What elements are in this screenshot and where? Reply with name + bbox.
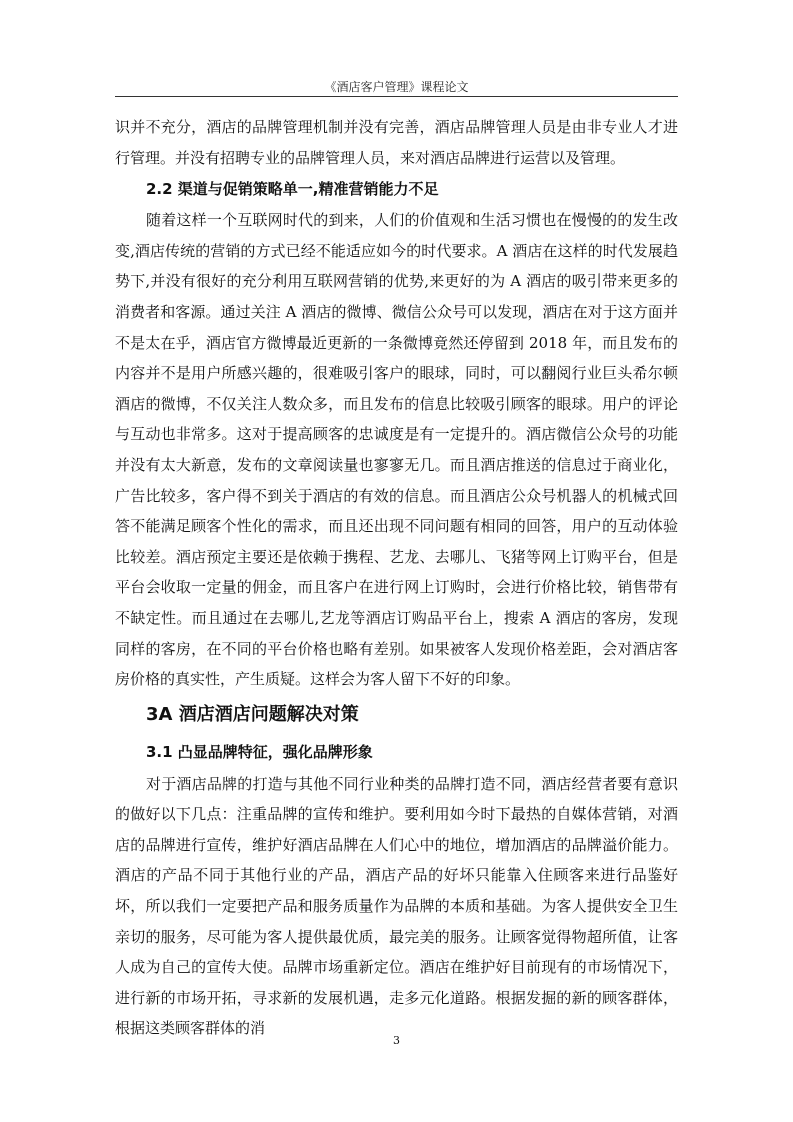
header-divider <box>115 96 678 97</box>
chapter-heading-3: 3A 酒店酒店问题解决对策 <box>146 703 359 725</box>
page-body <box>115 112 678 1044</box>
paragraph-continued: 识并不充分，酒店的品牌管理机制并没有完善，酒店品牌管理人员是由非专业人才进行管理。并没有招聘专业的品牌管理人员，来对酒店品牌进行运营以及管理。 <box>115 118 678 167</box>
section-heading-3-1: 3.1 凸显品牌特征，强化品牌形象 <box>146 742 373 761</box>
paragraph-3-1: 对于酒店品牌的打造与其他不同行业种类的品牌打造不同，酒店经营者要有意识的做好以下几点：注重品牌的宣传和维护。要利用如今时下最热的自媒体营销，对酒店的品牌进行宣传，维护好酒店品牌在人们心中的地位，增加酒店的品牌溢价能力。酒店的产品不同于其他行业的产品，酒店产品的好坏只能靠入住顾客来进行品鉴好坏，所以我们一定要把产品和服务质量作为品牌的本质和基础。为客人提供安全卫生亲切的服务，尽可能为客人提供最优质，最完美的服务。让顾客觉得物超所值，让客人成为自己的宣传大使。品牌市场重新定位。酒店在维护好目前现有的市场情况下，进行新的市场开拓，寻求新的发展机遇，走多元化道路。根据发掘的新的顾客群体，根据这类顾客群体的消 <box>115 774 678 1038</box>
paragraph-2-2: 随着这样一个互联网时代的到来，人们的价值观和生活习惯也在慢慢的的发生改变,酒店传统的营销的方式已经不能适应如今的时代要求。A 酒店在这样的时代发展趋势下,并没有很好的充分利用互联网营销的优势,来更好的为 A 酒店的吸引带来更多的消费者和客源。通过关注 A 酒店的微博、微信公众号可以发现，酒店在对于这方面并不是太在乎，酒店官方微博最近更新的一条微博竟然还停留到 2018 年，而且发布的内容并不是用户所感兴趣的，很难吸引客户的眼球，同时，可以翻阅行业巨头希尔顿酒店的微博，不仅关注人数众多，而且发布的信息比较吸引顾客的眼球。用户的评论与互动也非常多。这对于提高顾客的忠诚度是有一定提升的。酒店微信公众号的功能并没有太大新意，发布的文章阅读量也寥寥无几。而且酒店推送的信息过于商业化，广告比较多，客户得不到关于酒店的有效的信息。而且酒店公众号机器人的机械式回答不能满足顾客个性化的需求，而且还出现不同问题有相同的回答，用户的互动体验比较差。酒店预定主要还是依赖于携程、艺龙、去哪儿、飞猪等网上订购平台，但是平台会收取一定量的佣金，而且客户在进行网上订购时，会进行价格比较，销售带有不缺定性。而且通过在去哪儿,艺龙等酒店订购品平台上，搜索 A 酒店的客房，发现同样的客房，在不同的平台价格也略有差别。如果被客人发现价格差距，会对酒店客房价格的真实性，产生质疑。这样会为客人留下不好的印象。 <box>115 211 678 689</box>
page-number: 3 <box>393 1034 400 1047</box>
page-header: 《酒店客户管理》课程论文 <box>324 80 469 94</box>
section-heading-2-2: 2.2 渠道与促销策略单一,精准营销能力不足 <box>146 180 439 199</box>
